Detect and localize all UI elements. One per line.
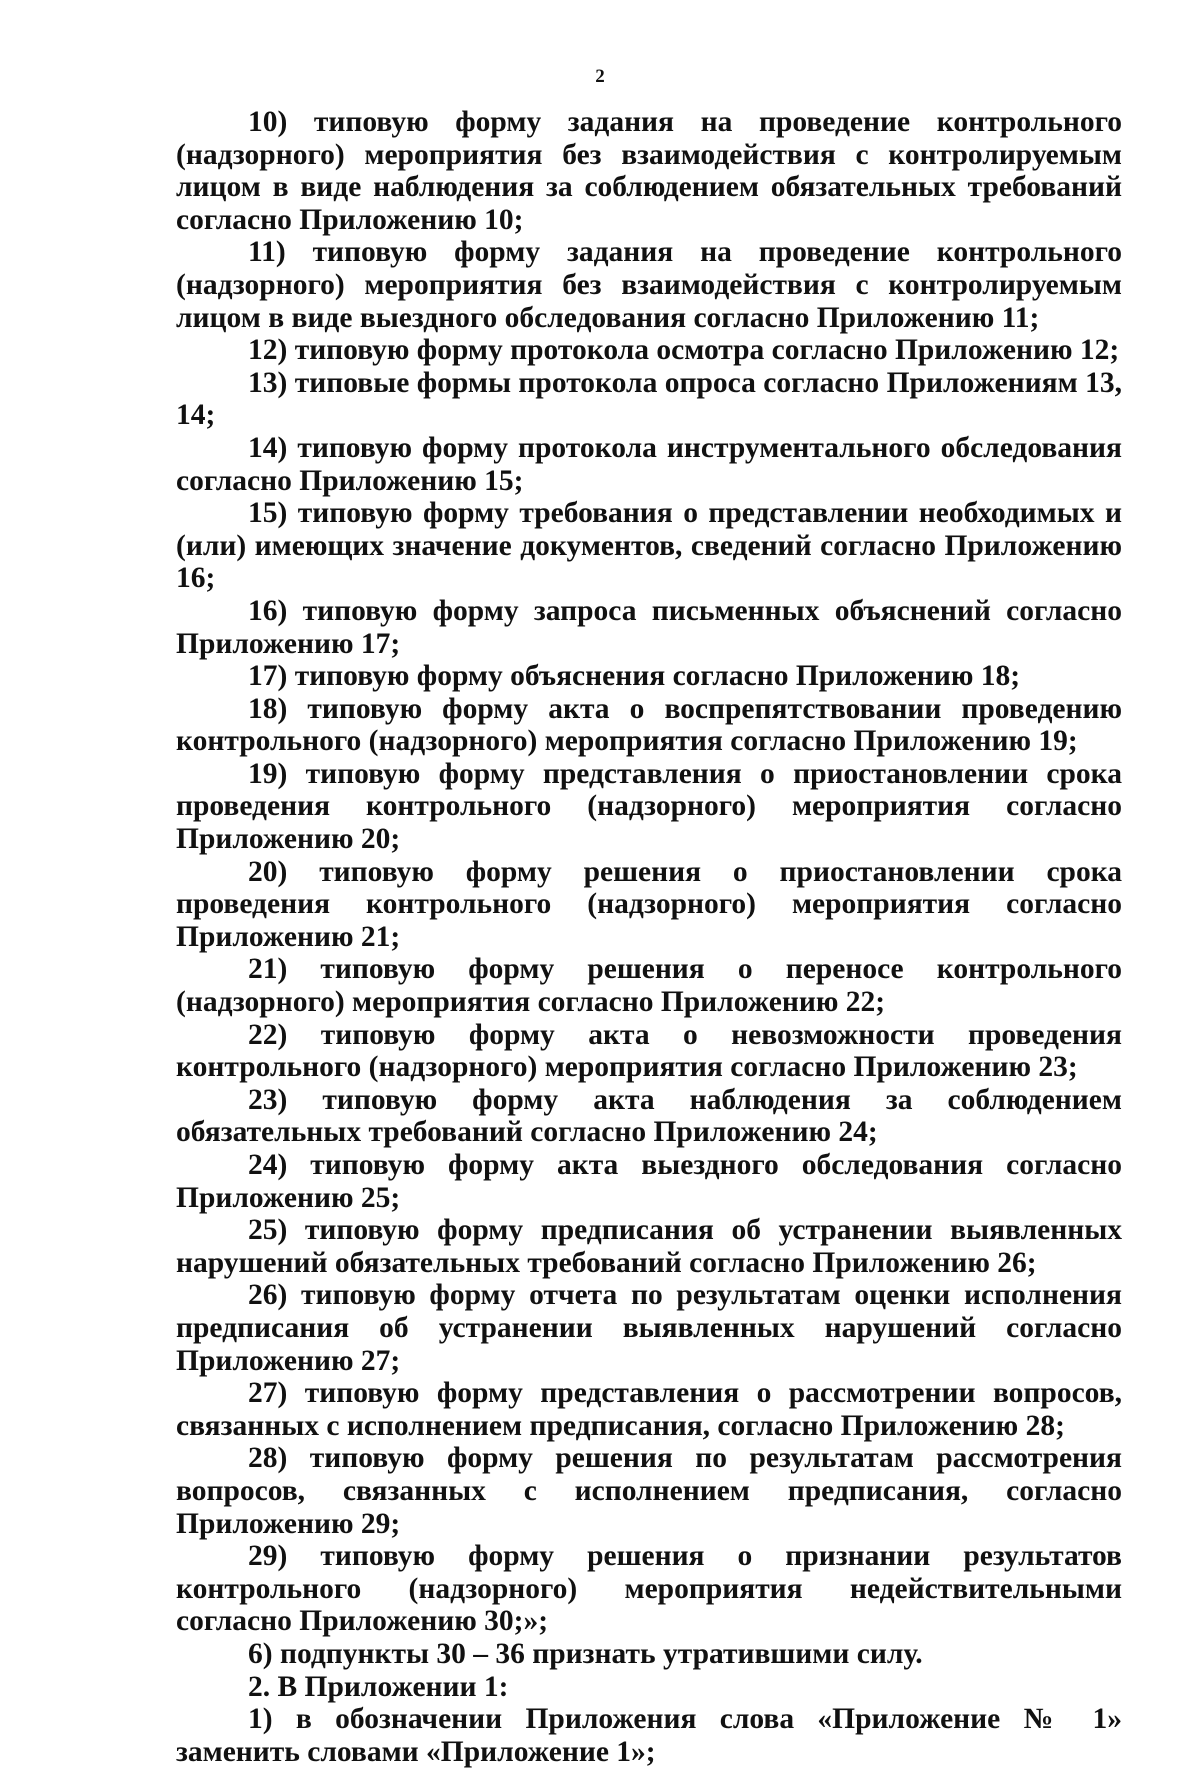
list-item: 11) типовую форму задания на проведение контрольного (надзорного) мероприятия без взаимодействия с контролируемым лицом в виде выездного обследования согласно Приложению 11; [176, 236, 1122, 334]
list-item: 14) типовую форму протокола инструментального обследования согласно Приложению 15; [176, 431, 1122, 497]
list-item: 13) типовые формы протокола опроса согласно Приложениям 13, 14; [176, 366, 1122, 432]
list-item: 20) типовую форму решения о приостановлении срока проведения контрольного (надзорного) мероприятия согласно Приложению 21; [176, 855, 1122, 953]
section-heading: 2. В Приложении 1: [248, 1670, 509, 1703]
list-item: 27) типовую форму представления о рассмотрении вопросов, связанных с исполнением предписания, согласно Приложению 28; [176, 1377, 1122, 1442]
list-item: 10) типовую форму задания на проведение контрольного (надзорного) мероприятия без взаимодействия с контролируемым лицом в виде наблюдения за соблюдением обязательных требований согласно Приложению 10; [176, 106, 1122, 236]
page-number: 2 [595, 66, 605, 87]
list-item: 28) типовую форму решения по результатам рассмотрения вопросов, связанных с исполнением предписания, согласно Приложению 29; [176, 1442, 1122, 1540]
list-item: 19) типовую форму представления о приостановлении срока проведения контрольного (надзорного) мероприятия согласно Приложению 20; [176, 757, 1122, 856]
list-item: 6) подпункты 30 – 36 признать утратившими силу. [248, 1637, 923, 1670]
list-item: 1) в обозначении Приложения слова «Приложение № 1» заменить словами «Приложение 1»; [176, 1703, 1122, 1768]
list-item: 25) типовую форму предписания об устранении выявленных нарушений обязательных требований согласно Приложению 26; [176, 1214, 1122, 1279]
list-item: 21) типовую форму решения о переносе контрольного (надзорного) мероприятия согласно Приложению 22; [176, 953, 1122, 1019]
document-body [176, 106, 1122, 1768]
list-item: 24) типовую форму акта выездного обследования согласно Приложению 25; [176, 1149, 1122, 1214]
list-item: 29) типовую форму решения о признании результатов контрольного (надзорного) мероприятия недействительными согласно Приложению 30;»; [176, 1540, 1122, 1638]
list-item: 26) типовую форму отчета по результатам оценки исполнения предписания об устранении выявленных нарушений согласно Приложению 27; [176, 1279, 1122, 1377]
list-item: 23) типовую форму акта наблюдения за соблюдением обязательных требований согласно Приложению 24; [176, 1083, 1122, 1149]
list-item: 16) типовую форму запроса письменных объяснений согласно Приложению 17; [176, 594, 1122, 660]
list-item: 22) типовую форму акта о невозможности проведения контрольного (надзорного) мероприятия согласно Приложению 23; [176, 1018, 1122, 1084]
list-item: 15) типовую форму требования о представлении необходимых и (или) имеющих значение документов, сведений согласно Приложению 16; [176, 497, 1122, 595]
list-item: 18) типовую форму акта о воспрепятствовании проведению контрольного (надзорного) мероприятия согласно Приложению 19; [176, 692, 1122, 758]
list-item: 12) типовую форму протокола осмотра согласно Приложению 12; [248, 334, 1120, 367]
list-item: 17) типовую форму объяснения согласно Приложению 18; [248, 660, 1021, 693]
